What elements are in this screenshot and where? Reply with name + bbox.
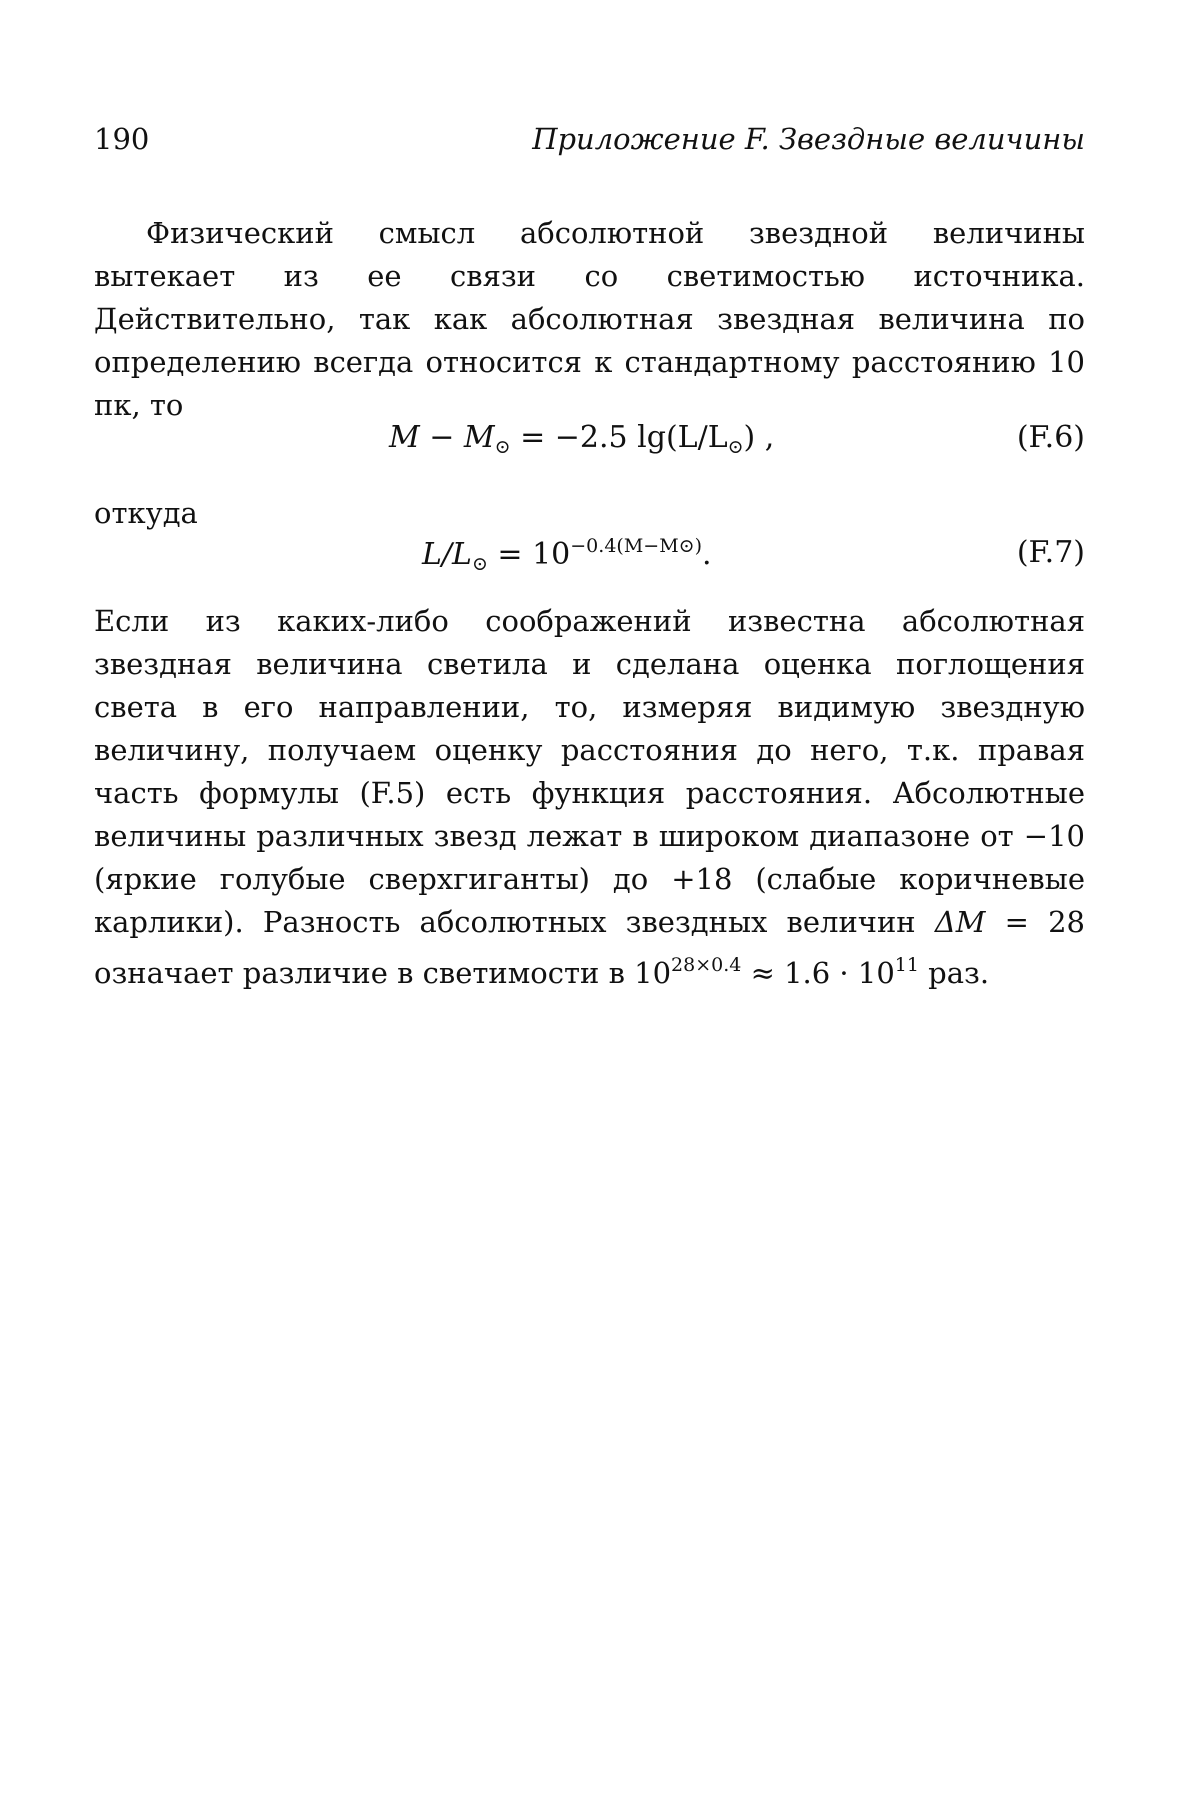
page-header: [94, 122, 1085, 162]
eq2-tail: .: [701, 537, 712, 572]
para2-approx: ≈ 1.6 · 10: [741, 956, 895, 990]
eq2-mid: = 10: [487, 537, 571, 572]
para2-mid: = 28 означает различие в светимости в 10: [94, 905, 1086, 990]
para2-exponent-2: 11: [894, 954, 919, 976]
running-title: Приложение F. Звездные величины: [532, 122, 1085, 156]
document-page: [94, 0, 1085, 1800]
eq1-sun-symbol-2: ⊙: [727, 436, 744, 458]
eq1-tail: ) ,: [743, 420, 775, 455]
eq2-exponent: −0.4(M−M⊙): [570, 535, 702, 557]
eq1-lhs: M − M: [389, 420, 495, 455]
para2-text-before: Если из каких-либо соображений известна абсолютная звездная величина светила и сделана оценка поглощения света в его направлении, то, измеряя видимую звездную величину, получаем оценку расстояния до него, т.к. правая часть формулы (F.5) есть функция расстояния. Абсолютные величины различных звезд лежат в широком диапазоне от −10 (яркие голубые сверхгиганты) до +18 (слабые коричневые карлики). Разность абсолютных звездных величин: [94, 604, 1085, 939]
eq1-sun-symbol: ⊙: [494, 436, 511, 458]
eq1-mid: = −2.5 lg(L/L: [510, 420, 728, 455]
para2-text-after: раз.: [918, 956, 990, 990]
equation-f7-body: [422, 535, 712, 575]
connector-word: откуда: [94, 496, 198, 530]
eq2-lhs: L/L: [422, 537, 472, 572]
page-number: 190: [94, 122, 150, 156]
equation-f7: [94, 535, 1085, 585]
equation-f6-body: [389, 420, 774, 458]
equation-number-f7: (F.7): [1016, 535, 1085, 570]
paragraph-1: Физический смысл абсолютной звездной величины вытекает из ее связи со светимостью источника. Действительно, так как абсолютная звездная величина по определению всегда относится к стандартному расстоянию 10 пк, то: [94, 216, 1085, 422]
para2-delta-m: ΔM: [934, 905, 986, 939]
equation-number-f6: (F.6): [1016, 420, 1085, 455]
paragraph-2: [94, 600, 1085, 995]
equation-f6: [94, 420, 1085, 470]
eq2-sun-symbol: ⊙: [471, 553, 488, 575]
para2-exponent-1: 28×0.4: [671, 954, 742, 976]
